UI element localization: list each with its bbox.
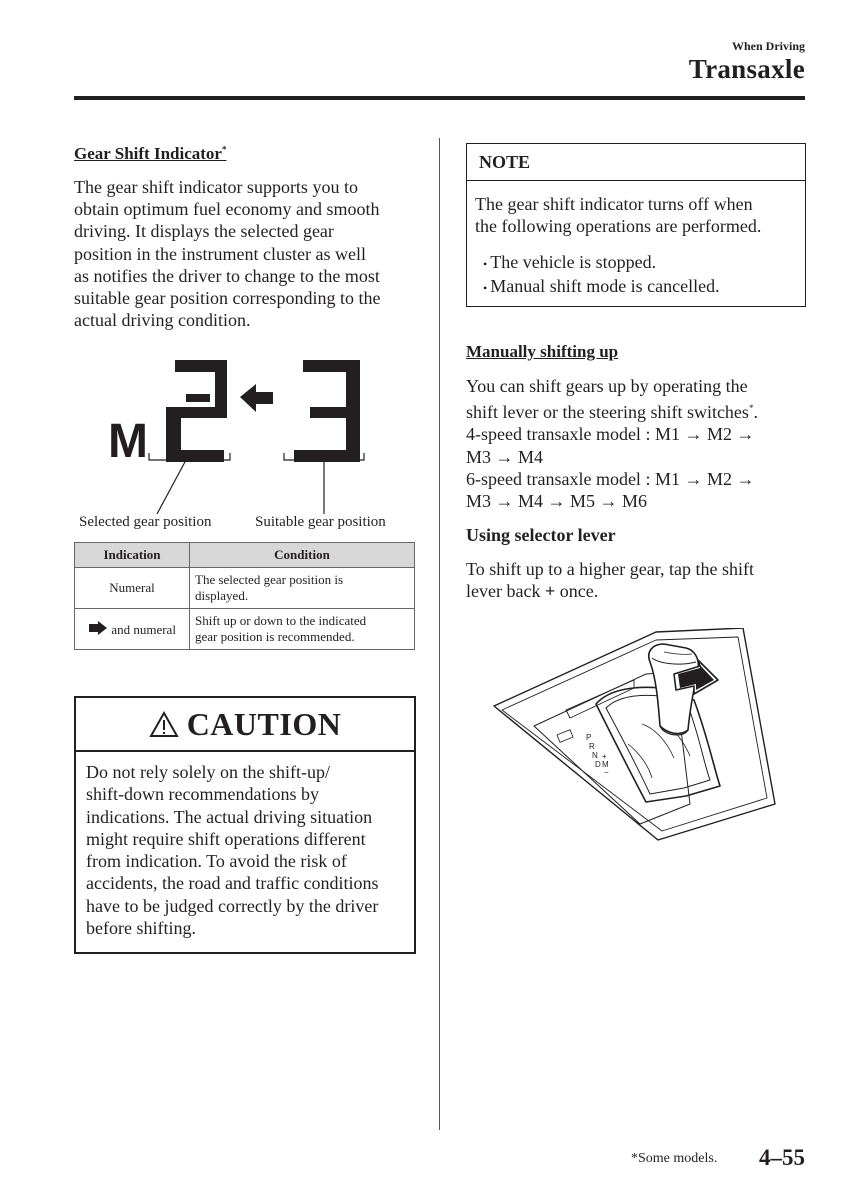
right-arrow-icon: [240, 384, 273, 412]
column-divider: [439, 138, 440, 1130]
gear-indicator-figure: [74, 352, 419, 538]
note-text: The gear shift indicator turns off when the following operations are performed. • The vehicle is stopped. • Manual shift mode is cancelled.: [467, 181, 805, 299]
mode-letter: M: [108, 415, 148, 468]
footnote: *Some models.: [631, 1151, 718, 1166]
manual-shift-paragraph: You can shift gears up by operating the shift lever or the steering shift switches*. 4-speed transaxle model : M1 → M2 → M3 → M4 6-speed transaxle model : M1 → M2 → M3 → M4 → M5 → M6: [466, 376, 758, 512]
gate-m-label: M: [602, 760, 609, 769]
gate-d-label: D: [595, 760, 601, 769]
header-rule: [74, 96, 805, 100]
caution-title: CAUTION: [186, 705, 342, 742]
selector-paragraph: To shift up to a higher gear, tap the shift lever back + once.: [466, 559, 754, 602]
plus-symbol: +: [544, 581, 556, 602]
indication-cell: Numeral: [75, 568, 190, 609]
condition-cell: The selected gear position is displayed.: [190, 568, 415, 609]
selected-gear-digit: [166, 360, 227, 462]
section-label: When Driving: [731, 39, 805, 53]
right-arrow-icon: [88, 621, 108, 635]
page-title: Transaxle: [688, 54, 805, 84]
indication-header: Indication: [75, 543, 190, 568]
intro-paragraph: The gear shift indicator supports you to obtain optimum fuel economy and smooth driving. It displays the selected gear position in the instrument cluster as well as notifies the driver to change to the most suitable gear position corresponding to the actual driving condition.: [74, 177, 381, 331]
gear-shift-indicator-heading: Gear Shift Indicator*: [74, 144, 227, 163]
gate-p-label: P: [586, 733, 592, 742]
suitable-gear-label: Suitable gear position: [255, 514, 386, 530]
note-box: [466, 143, 806, 307]
note-list: [475, 251, 797, 299]
suitable-gear-digit: [294, 360, 360, 462]
caution-header: [76, 698, 414, 752]
gate-plus-label: +: [602, 752, 607, 761]
table-header-row: [75, 543, 415, 568]
condition-header: Condition: [190, 543, 415, 568]
page-number: 4–55: [759, 1145, 805, 1170]
indication-cell: and numeral: [75, 609, 190, 650]
indication-table: [74, 542, 415, 650]
gate-n-label: N: [592, 751, 598, 760]
list-item: • The vehicle is stopped.: [475, 251, 797, 275]
shift-lever-illustration: [488, 628, 808, 842]
warning-triangle-icon: [149, 711, 179, 738]
caution-text: Do not rely solely on the shift-up/ shift-down recommendations by indications. The actual driving situation might require shift operations different from indication. To avoid the risk of accidents, the road and traffic conditions have to be judged correctly by the driver before shifting.: [86, 762, 379, 939]
selected-gear-label: Selected gear position: [79, 514, 212, 530]
condition-cell: Shift up or down to the indicated gear position is recommended.: [190, 609, 415, 650]
using-selector-lever-heading: Using selector lever: [466, 525, 616, 545]
list-item: • Manual shift mode is cancelled.: [475, 275, 797, 299]
note-title: NOTE: [467, 144, 805, 181]
manually-shifting-up-heading: Manually shifting up: [466, 342, 619, 361]
gate-r-label: R: [589, 742, 595, 751]
table-row: [75, 609, 415, 650]
caution-box: [74, 696, 416, 954]
table-row: [75, 568, 415, 609]
gate-minus-label: −: [604, 768, 609, 777]
